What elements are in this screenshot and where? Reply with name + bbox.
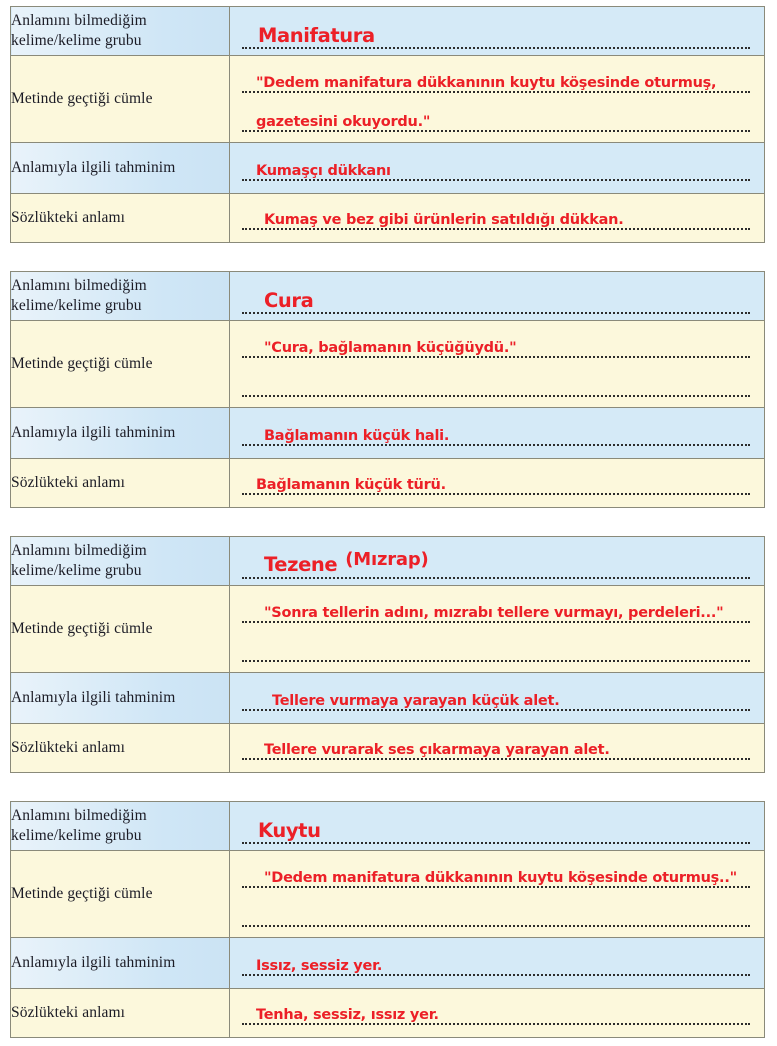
table-row: [11, 537, 765, 586]
headword-value-cell[interactable]: [230, 272, 765, 321]
row-label-guess: Anlamıyla ilgili tahminim: [11, 143, 230, 194]
sentence-value-cell[interactable]: [230, 321, 765, 408]
write-line[interactable]: [242, 155, 750, 181]
write-line[interactable]: [242, 66, 750, 93]
guess-value-cell[interactable]: [230, 408, 765, 459]
write-line[interactable]: [242, 635, 750, 662]
row-label-dictionary: Sözlükteki anlamı: [11, 194, 230, 243]
guess-text: Issız, sessiz yer.: [256, 957, 383, 974]
guess-value-cell[interactable]: [230, 938, 765, 989]
headword-text: Manifatura: [258, 23, 375, 47]
headword-value-cell[interactable]: [230, 537, 765, 586]
row-label-guess: Anlamıyla ilgili tahminim: [11, 938, 230, 989]
write-line[interactable]: [242, 19, 750, 49]
table-row: [11, 724, 765, 773]
dictionary-text: Kumaş ve bez gibi ürünlerin satıldığı dükkan.: [264, 211, 624, 228]
sentence-text-line-1: "Sonra tellerin adını, mızrabı tellere vurmayı, perdeleri...": [264, 604, 724, 621]
dictionary-text: Tellere vurarak ses çıkarmaya yarayan alet.: [264, 741, 610, 758]
headword-value-cell[interactable]: [230, 802, 765, 851]
write-line[interactable]: [242, 549, 750, 579]
guess-text: Tellere vurmaya yarayan küçük alet.: [272, 692, 560, 709]
dictionary-value-cell[interactable]: [230, 459, 765, 508]
dictionary-value-cell[interactable]: [230, 724, 765, 773]
table-row: [11, 938, 765, 989]
dictionary-value-cell[interactable]: [230, 194, 765, 243]
write-line[interactable]: [242, 950, 750, 976]
write-line[interactable]: [242, 105, 750, 132]
sentence-text-line-1: "Dedem manifatura dükkanının kuytu köşesinde oturmuş,: [256, 74, 717, 91]
dictionary-value-cell[interactable]: [230, 989, 765, 1038]
write-line[interactable]: [242, 469, 750, 495]
row-label-dictionary: Sözlükteki anlamı: [11, 459, 230, 508]
table-row: [11, 7, 765, 56]
row-label-sentence: Metinde geçtiği cümle: [11, 586, 230, 673]
sentence-text-line-1: "Cura, bağlamanın küçüğüydü.": [264, 339, 517, 356]
dictionary-text: Bağlamanın küçük türü.: [256, 476, 446, 493]
row-label-dictionary: Sözlükteki anlamı: [11, 724, 230, 773]
write-line[interactable]: [242, 999, 750, 1025]
write-line[interactable]: [242, 734, 750, 760]
row-label-headword: Anlamını bilmediğim kelime/kelime grubu: [11, 537, 230, 586]
write-line[interactable]: [242, 596, 750, 623]
table-row: [11, 459, 765, 508]
write-line[interactable]: [242, 814, 750, 844]
write-line[interactable]: [242, 331, 750, 358]
headword-text: Cura: [264, 288, 314, 312]
word-entry-table: [10, 801, 765, 1038]
word-entry-table: [10, 536, 765, 773]
guess-value-cell[interactable]: [230, 673, 765, 724]
table-row: [11, 56, 765, 143]
word-entry-table: [10, 271, 765, 508]
headword-text: Kuytu: [258, 818, 321, 842]
row-label-headword: Anlamını bilmediğim kelime/kelime grubu: [11, 802, 230, 851]
table-row: [11, 272, 765, 321]
table-row: [11, 802, 765, 851]
row-label-sentence: Metinde geçtiği cümle: [11, 321, 230, 408]
sentence-text-line-1: "Dedem manifatura dükkanının kuytu köşesinde oturmuş..": [264, 869, 737, 886]
write-line[interactable]: [242, 420, 750, 446]
table-row: [11, 408, 765, 459]
guess-value-cell[interactable]: [230, 143, 765, 194]
sentence-value-cell[interactable]: [230, 851, 765, 938]
row-label-guess: Anlamıyla ilgili tahminim: [11, 673, 230, 724]
table-row: [11, 989, 765, 1038]
row-label-guess: Anlamıyla ilgili tahminim: [11, 408, 230, 459]
headword-main: Tezene: [264, 553, 338, 576]
guess-text: Kumaşçı dükkanı: [256, 162, 391, 179]
write-line[interactable]: [242, 861, 750, 888]
write-line[interactable]: [242, 900, 750, 927]
sentence-value-cell[interactable]: [230, 56, 765, 143]
row-label-headword: Anlamını bilmediğim kelime/kelime grubu: [11, 272, 230, 321]
write-line[interactable]: [242, 685, 750, 711]
word-entry-table: [10, 6, 765, 243]
row-label-sentence: Metinde geçtiği cümle: [11, 56, 230, 143]
headword-value-cell[interactable]: [230, 7, 765, 56]
table-row: [11, 321, 765, 408]
sentence-text-line-2: gazetesini okuyordu.": [256, 113, 431, 130]
write-line[interactable]: [242, 204, 750, 230]
table-row: [11, 673, 765, 724]
guess-text: Bağlamanın küçük hali.: [264, 427, 450, 444]
dictionary-text: Tenha, sessiz, ıssız yer.: [256, 1006, 439, 1023]
row-label-sentence: Metinde geçtiği cümle: [11, 851, 230, 938]
table-row: [11, 851, 765, 938]
headword-alt: (Mızrap): [345, 549, 429, 570]
sentence-value-cell[interactable]: [230, 586, 765, 673]
row-label-dictionary: Sözlükteki anlamı: [11, 989, 230, 1038]
table-row: [11, 143, 765, 194]
table-row: [11, 194, 765, 243]
row-label-headword: Anlamını bilmediğim kelime/kelime grubu: [11, 7, 230, 56]
table-row: [11, 586, 765, 673]
headword-text: [264, 549, 429, 576]
write-line[interactable]: [242, 284, 750, 314]
write-line[interactable]: [242, 370, 750, 397]
